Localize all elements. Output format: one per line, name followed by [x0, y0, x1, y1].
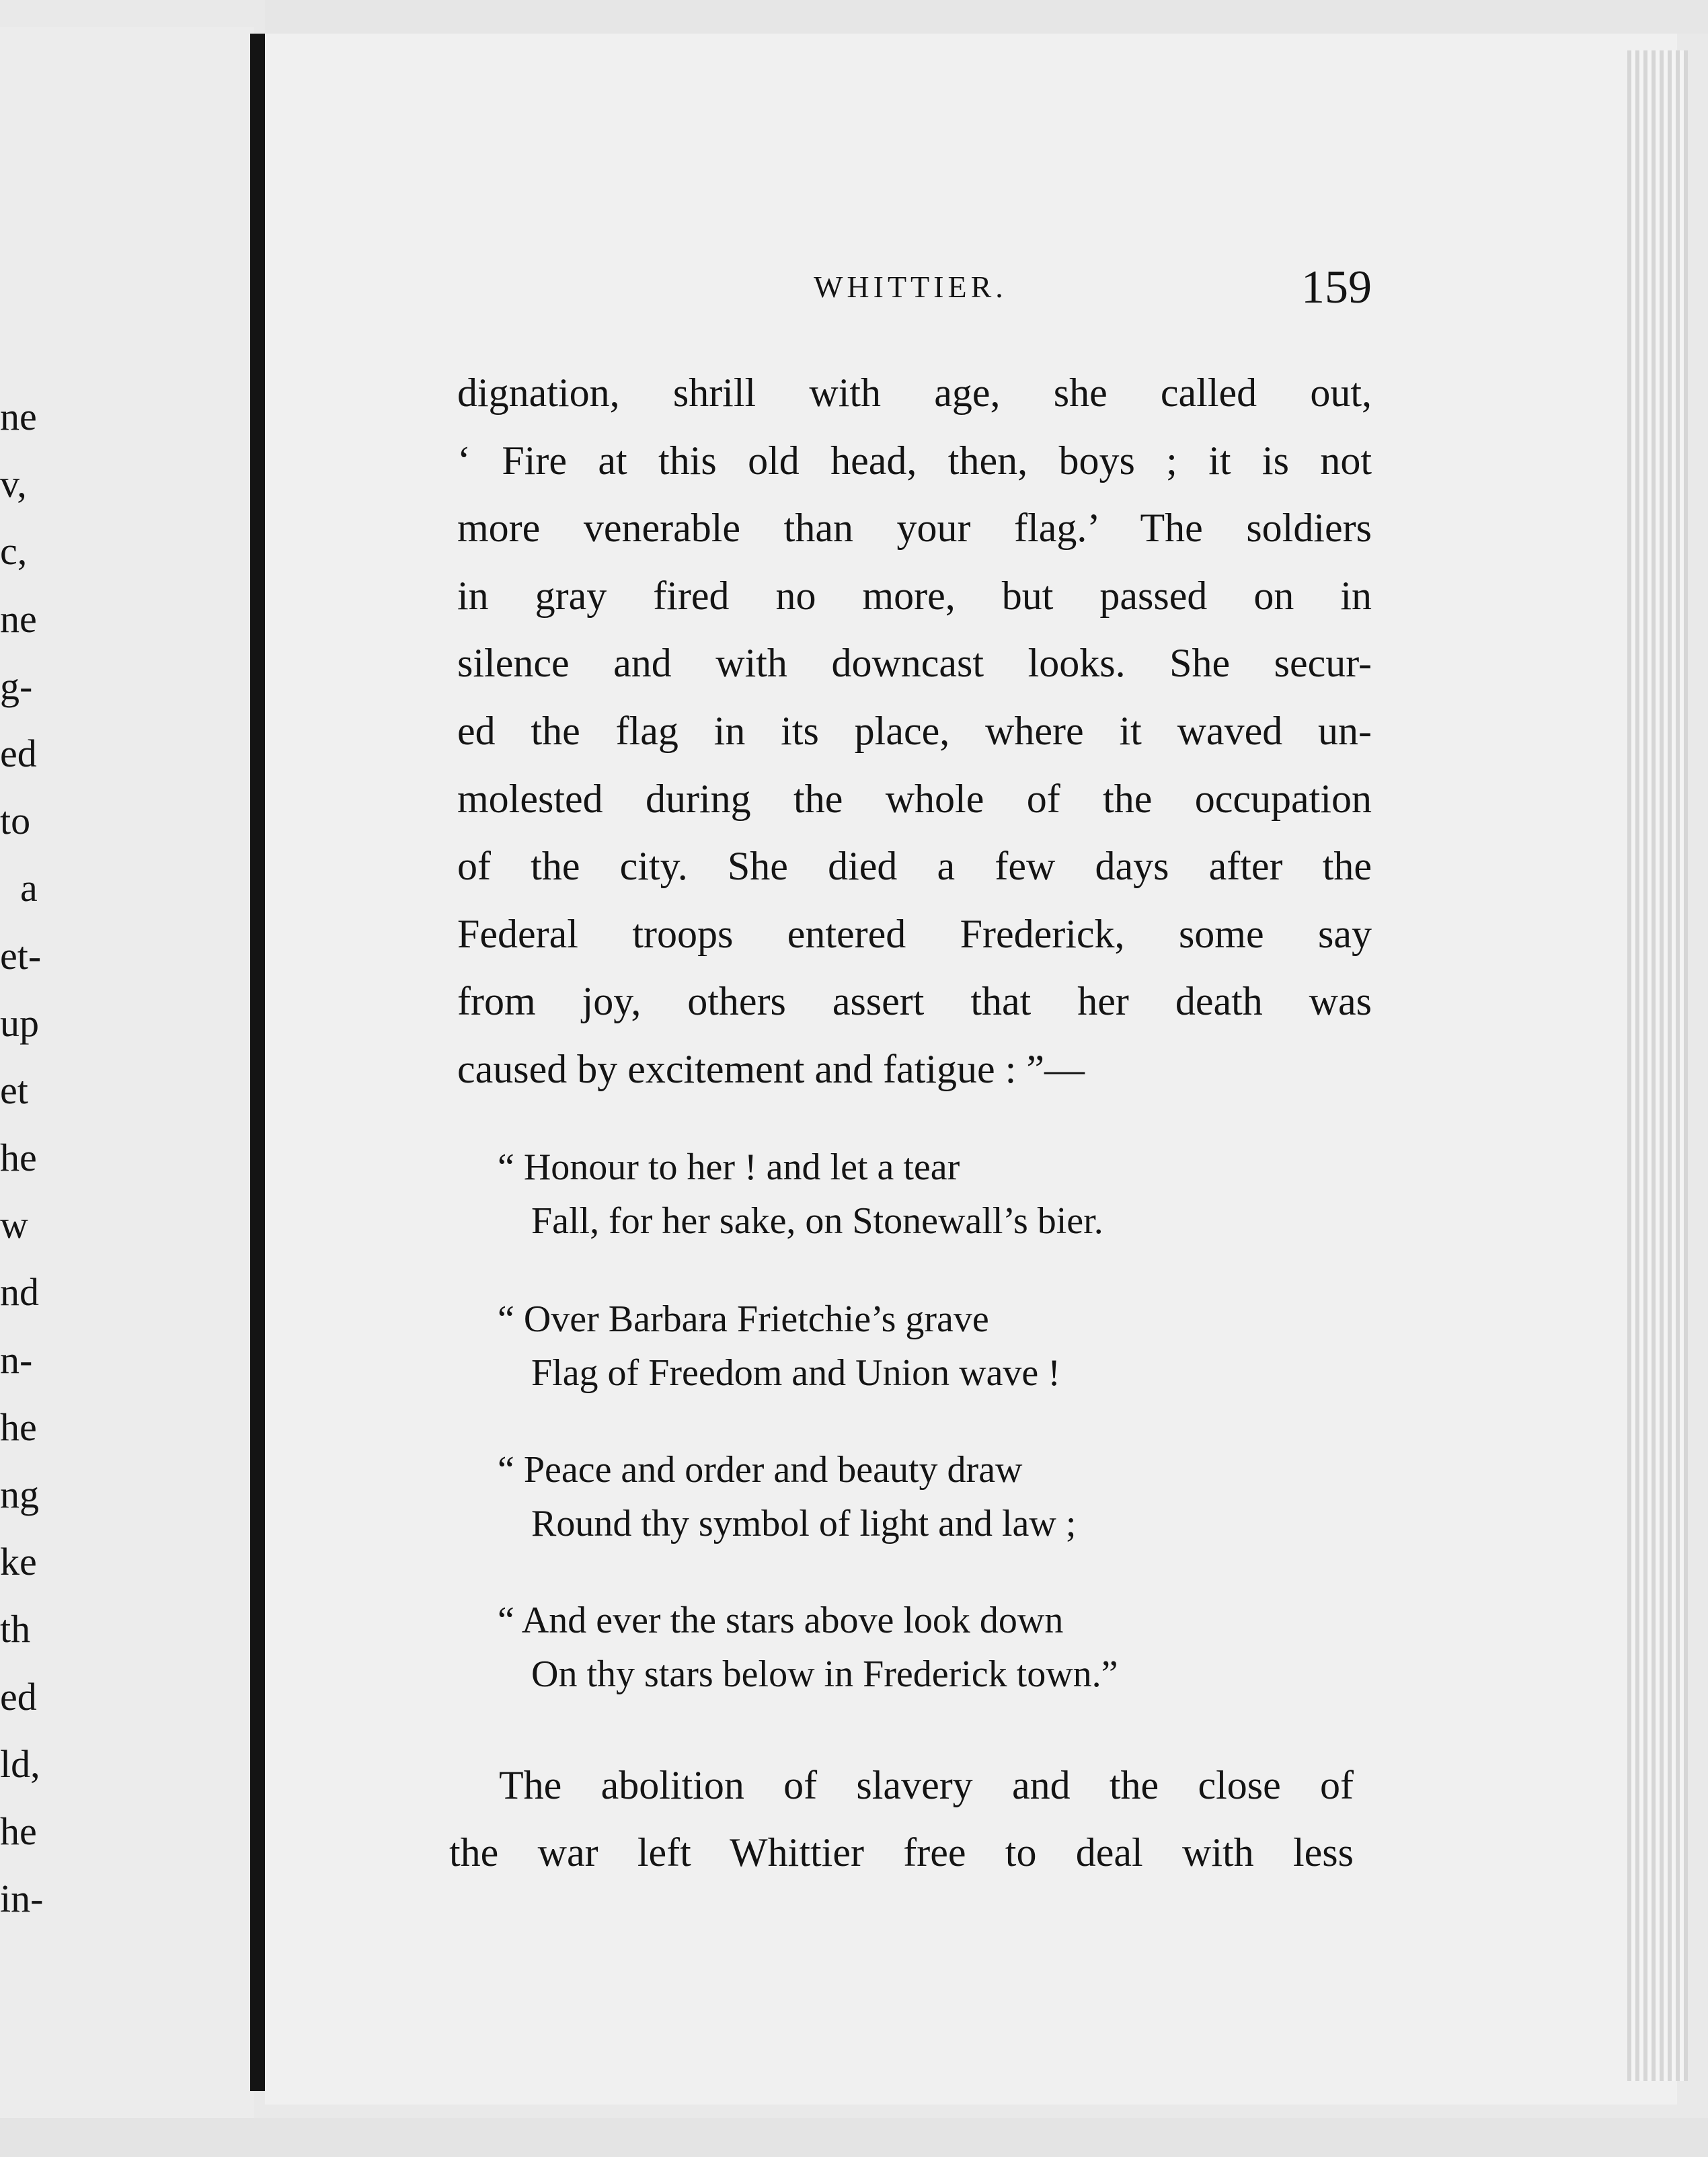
left-fragment: to [0, 799, 31, 843]
verse-stanza [498, 1292, 1060, 1400]
left-fragment: in- [0, 1877, 44, 1921]
text-line: the war left Whittier free to deal with less [449, 1830, 1354, 1875]
verse-stanza [498, 1443, 1076, 1551]
text-line: ‘ Fire at this old head, then, boys ; it is not [457, 438, 1372, 483]
text-line: molested during the whole of the occupation [457, 776, 1372, 821]
verse-line: Flag of Freedom and Union wave ! [531, 1352, 1060, 1394]
left-fragment: he [0, 1405, 37, 1449]
page-edge-stack [1627, 50, 1688, 2081]
left-fragment: ed [0, 1674, 37, 1719]
text-line: silence and with downcast looks. She secur- [457, 641, 1372, 686]
left-fragment: ne [0, 395, 37, 438]
verse-line: On thy stars below in Frederick town.” [531, 1653, 1118, 1695]
verse-line: “ Peace and order and beauty draw [498, 1449, 1023, 1491]
left-fragment: he [0, 1136, 37, 1180]
left-fragment: ld, [0, 1741, 40, 1786]
text-line: of the city. She died a few days after the [457, 844, 1372, 889]
left-fragment: et- [0, 933, 42, 978]
text-line: dignation, shrill with age, she called out, [457, 370, 1372, 415]
left-fragment: up [0, 1001, 39, 1045]
left-page [0, 27, 254, 2118]
text-line: from joy, others assert that her death was [457, 979, 1372, 1024]
left-fragment: ed [0, 731, 37, 775]
left-fragment: nd [0, 1270, 39, 1315]
left-fragment: he [0, 1809, 37, 1853]
text-line: caused by excitement and fatigue : ”— [457, 1046, 1085, 1091]
text-line: ed the flag in its place, where it waved un- [457, 708, 1372, 753]
verse-line: “ Over Barbara Frietchie’s grave [498, 1298, 989, 1340]
running-title: WHITTIER. [814, 270, 1007, 304]
left-fragment: v, [0, 462, 27, 506]
left-fragment: g- [0, 664, 33, 708]
verse-line: “ Honour to her ! and let a tear [498, 1146, 960, 1188]
left-fragment: a [20, 866, 38, 910]
text-line: in gray fired no more, but passed on in [457, 573, 1372, 618]
text-line: more venerable than your flag.’ The soldiers [457, 506, 1372, 551]
verse-stanza [498, 1594, 1118, 1701]
left-fragment: et [0, 1068, 28, 1112]
left-page-text-fragments [0, 383, 54, 1932]
book-gutter [250, 34, 265, 2091]
left-fragment: th [0, 1607, 31, 1651]
left-fragment: c, [0, 529, 28, 574]
left-fragment: ne [0, 596, 37, 641]
page-number: 159 [1301, 262, 1372, 313]
verse-line: Round thy symbol of light and law ; [531, 1503, 1077, 1544]
verse-stanza [498, 1140, 1103, 1248]
left-fragment: ng [0, 1473, 39, 1516]
closing-paragraph [449, 1752, 1354, 1886]
verse-line: “ And ever the stars above look down [498, 1600, 1064, 1641]
text-line: Federal troops entered Frederick, some say [457, 911, 1372, 956]
text-line: The abolition of slavery and the close of [499, 1763, 1354, 1807]
scan-top-margin [265, 0, 1708, 34]
left-fragment: n- [0, 1337, 33, 1382]
scan-bottom-margin [0, 2118, 1708, 2157]
left-fragment: ke [0, 1540, 37, 1584]
body-paragraph [457, 359, 1372, 1103]
verse-line: Fall, for her sake, on Stonewall’s bier. [531, 1200, 1103, 1242]
left-fragment: w [0, 1203, 28, 1247]
